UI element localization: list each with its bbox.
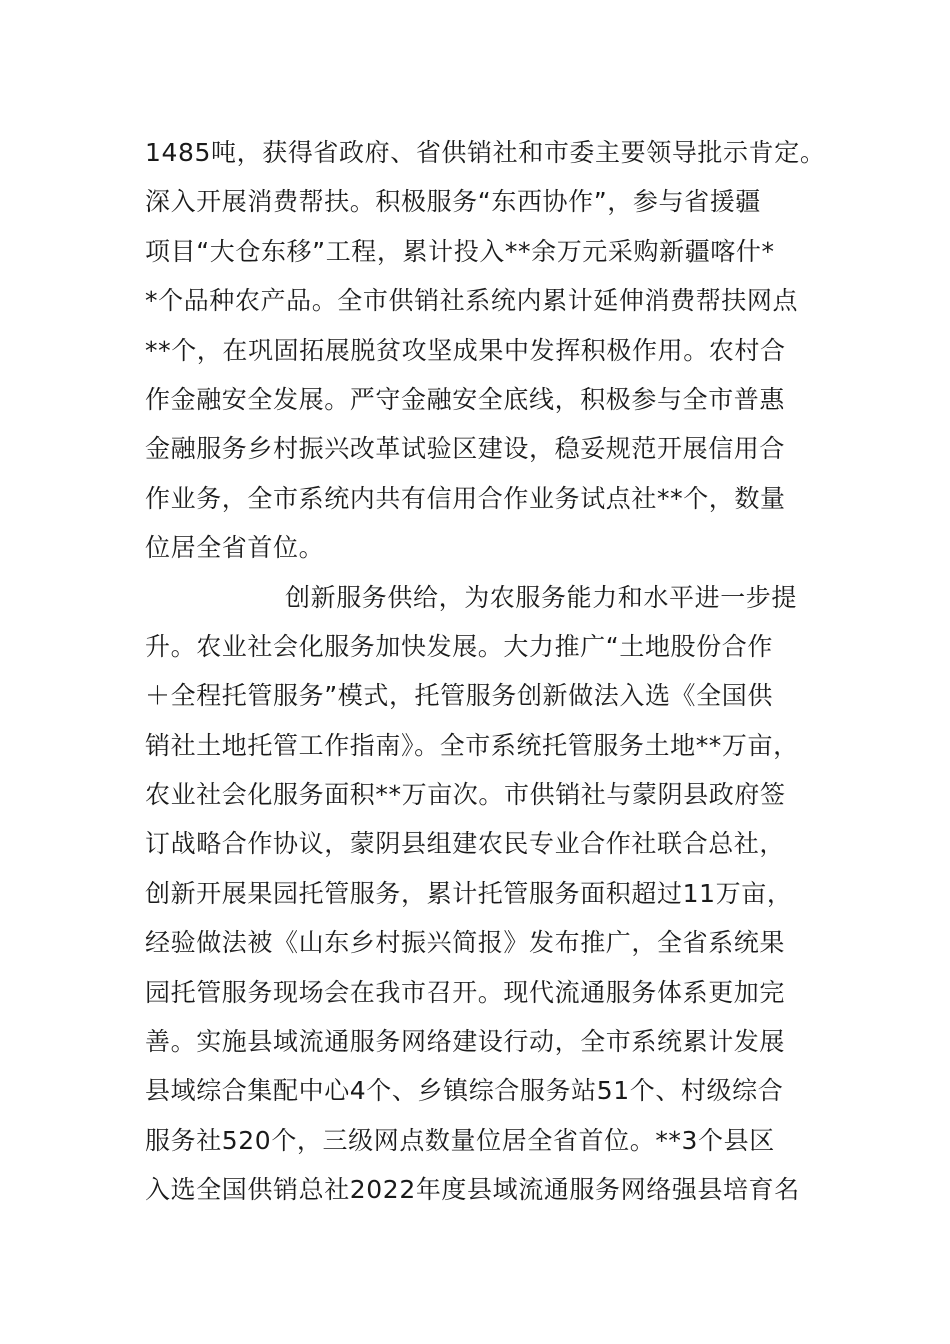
text-line: 园托管服务现场会在我市召开。现代流通服务体系更加完 xyxy=(145,977,786,1007)
text-line: 升。农业社会化服务加快发展。大力推广“土地股份合作 xyxy=(145,631,773,661)
text-line: 金融服务乡村振兴改革试验区建设，稳妥规范开展信用合 xyxy=(145,434,786,464)
text-line: 作金融安全发展。严守金融安全底线，积极参与全市普惠 xyxy=(145,384,786,414)
text-line: ＋全程托管服务”模式，托管服务创新做法入选《全国供 xyxy=(145,681,773,711)
document-body xyxy=(145,128,825,1215)
text-line: 农业社会化服务面积**万亩次。市供销社与蒙阴县政府签 xyxy=(145,780,786,810)
section-heading-line: 创新服务供给，为农服务能力和水平进一步提 xyxy=(285,582,798,612)
text-line: **个，在巩固拓展脱贫攻坚成果中发挥积极作用。农村合 xyxy=(145,335,786,365)
text-line: 创新开展果园托管服务，累计托管服务面积超过11万亩， xyxy=(145,878,793,908)
text-line: 销社土地托管工作指南》。全市系统托管服务土地**万亩， xyxy=(145,730,799,760)
text-line: 位居全省首位。 xyxy=(145,533,325,563)
text-line: 深入开展消费帮扶。积极服务“东西协作”，参与省援疆 xyxy=(145,187,761,217)
text-line: 入选全国供销总社2022年度县域流通服务网络强县培育名 xyxy=(145,1175,800,1205)
text-line: 经验做法被《山东乡村振兴简报》发布推广，全省系统果 xyxy=(145,928,786,958)
text-line: 1485吨，获得省政府、省供销社和市委主要领导批示肯定。 xyxy=(145,138,826,167)
text-line: 县域综合集配中心4个、乡镇综合服务站51个、村级综合 xyxy=(145,1076,784,1106)
text-line: 善。实施县域流通服务网络建设行动，全市系统累计发展 xyxy=(145,1027,786,1057)
text-line: 订战略合作协议，蒙阴县组建农民专业合作社联合总社， xyxy=(145,829,786,859)
text-line: 作业务，全市系统内共有信用合作业务试点社**个，数量 xyxy=(145,483,786,513)
text-line: 项目“大仓东移”工程，累计投入**余万元采购新疆喀什* xyxy=(145,236,775,266)
text-line: *个品种农产品。全市供销社系统内累计延伸消费帮扶网点 xyxy=(145,286,799,316)
text-line: 服务社520个，三级网点数量位居全省首位。**3个县区 xyxy=(145,1125,775,1155)
